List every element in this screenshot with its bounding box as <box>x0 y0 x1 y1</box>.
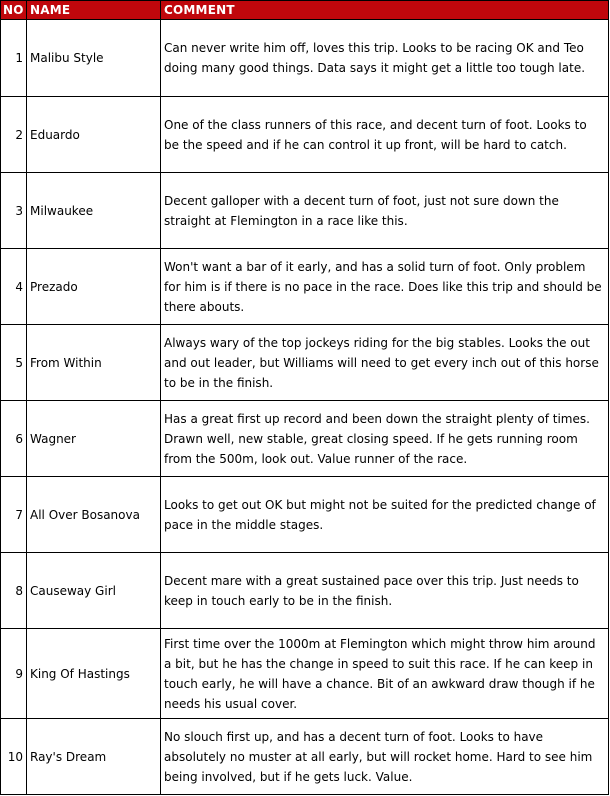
runner-number: 2 <box>1 97 27 173</box>
header-row <box>1 1 609 20</box>
runner-name: King Of Hastings <box>27 629 161 719</box>
table-row <box>1 553 609 629</box>
runner-name: Milwaukee <box>27 173 161 249</box>
runner-comment: One of the class runners of this race, and decent turn of foot. Looks to be the speed and if he can control it up front, will be hard to catch. <box>161 97 609 173</box>
runner-comment: Always wary of the top jockeys riding for the big stables. Looks the out and out leader, but Williams will need to get every inch out of this horse to be in the finish. <box>161 325 609 401</box>
runner-name: All Over Bosanova <box>27 477 161 553</box>
runner-name: Causeway Girl <box>27 553 161 629</box>
runner-number: 9 <box>1 629 27 719</box>
runner-number: 5 <box>1 325 27 401</box>
runner-name: Prezado <box>27 249 161 325</box>
runner-number: 8 <box>1 553 27 629</box>
header-no: NO <box>1 1 27 20</box>
runner-number: 6 <box>1 401 27 477</box>
runner-number: 3 <box>1 173 27 249</box>
runner-number: 4 <box>1 249 27 325</box>
table-row <box>1 719 609 795</box>
table-row <box>1 401 609 477</box>
runner-name: Eduardo <box>27 97 161 173</box>
header-comment: COMMENT <box>161 1 609 20</box>
table-row <box>1 97 609 173</box>
runner-comment: Looks to get out OK but might not be suited for the predicted change of pace in the middle stages. <box>161 477 609 553</box>
runner-comment: First time over the 1000m at Flemington which might throw him around a bit, but he has the change in speed to suit this race. If he can keep in touch early, he will have a chance. Bit of an awkward draw though if he needs his usual cover. <box>161 629 609 719</box>
runner-name: Wagner <box>27 401 161 477</box>
header-name: NAME <box>27 1 161 20</box>
runner-name: Ray's Dream <box>27 719 161 795</box>
runner-number: 1 <box>1 20 27 97</box>
table-row <box>1 173 609 249</box>
table-row <box>1 325 609 401</box>
runner-number: 7 <box>1 477 27 553</box>
runner-comment: Won't want a bar of it early, and has a solid turn of foot. Only problem for him is if there is no pace in the race. Does like this trip and should be there abouts. <box>161 249 609 325</box>
table-row <box>1 629 609 719</box>
runner-comment: Has a great first up record and been down the straight plenty of times. Drawn well, new stable, great closing speed. If he gets running room from the 500m, look out. Value runner of the race. <box>161 401 609 477</box>
runner-number: 10 <box>1 719 27 795</box>
runner-comment: Decent mare with a great sustained pace over this trip. Just needs to keep in touch early to be in the finish. <box>161 553 609 629</box>
table-row <box>1 477 609 553</box>
runner-name: From Within <box>27 325 161 401</box>
runner-comment: Decent galloper with a decent turn of foot, just not sure down the straight at Flemington in a race like this. <box>161 173 609 249</box>
runner-comment: Can never write him off, loves this trip. Looks to be racing OK and Teo doing many good things. Data says it might get a little too tough late. <box>161 20 609 97</box>
runner-comment: No slouch first up, and has a decent turn of foot. Looks to have absolutely no muster at all early, but will rocket home. Hard to see him being involved, but if he gets luck. Value. <box>161 719 609 795</box>
table-row <box>1 249 609 325</box>
runner-name: Malibu Style <box>27 20 161 97</box>
table-row <box>1 20 609 97</box>
